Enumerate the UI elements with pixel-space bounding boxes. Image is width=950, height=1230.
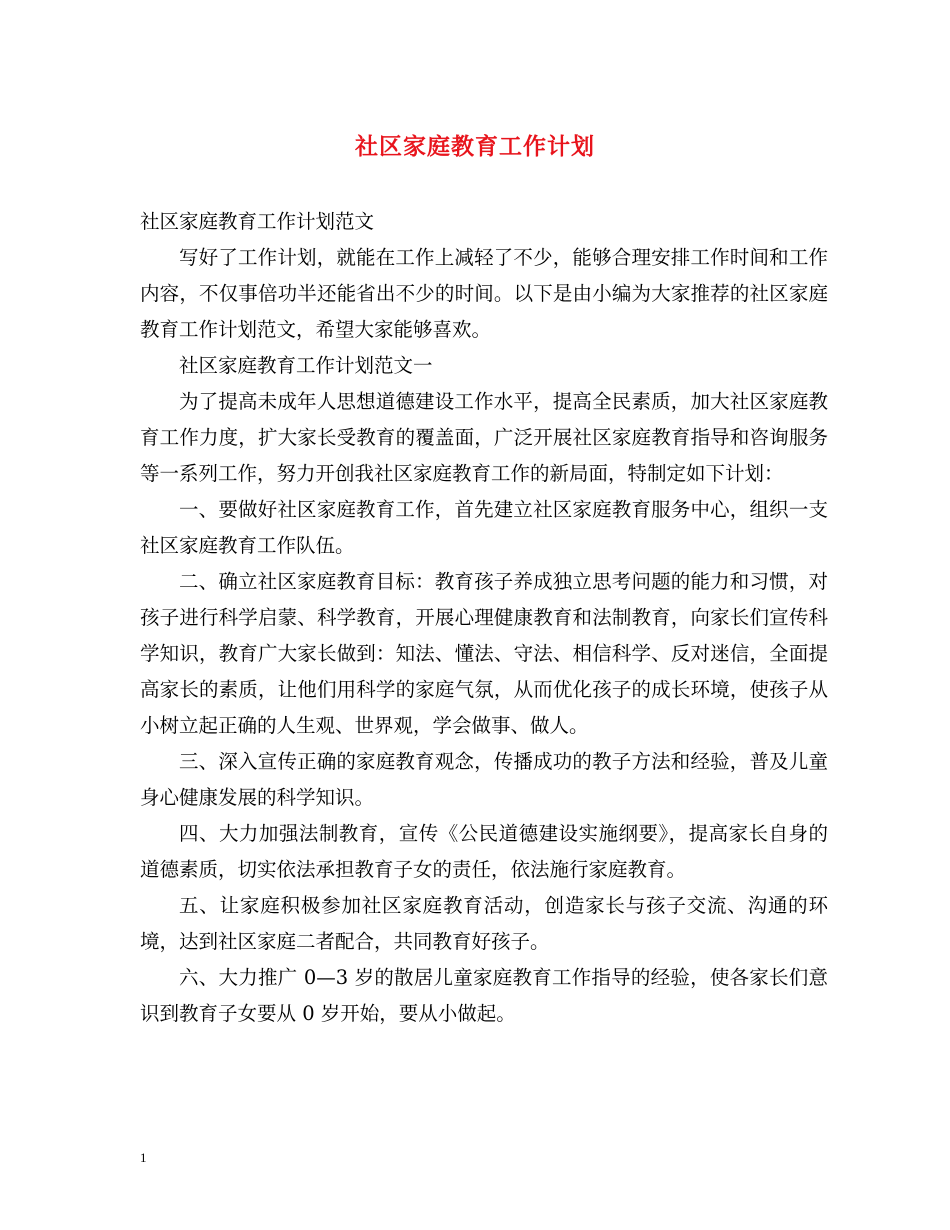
plan-item-6: 六、大力推广 0—3 岁的散居儿童家庭教育工作指导的经验，使各家长们意识到教育子女要从 0 岁开始，要从小做起。 [140, 966, 828, 1025]
plan-item-4: 四、大力加强法制教育，宣传《公民道德建设实施纲要》，提高家长自身的道德素质，切实依法承担教育子女的责任，依法施行家庭教育。 [140, 822, 828, 881]
subtitle-paragraph: 社区家庭教育工作计划范文 [140, 210, 375, 233]
section-heading: 社区家庭教育工作计划范文一 [179, 354, 433, 377]
body-paragraph: 为了提高未成年人思想道德建设工作水平，提高全民素质，加大社区家庭教育工作力度，扩大家长受教育的覆盖面，广泛开展社区家庭教育指导和咨询服务等一系列工作，努力开创我社区家庭教育工作的新局面，特制定如下计划： [140, 390, 828, 485]
plan-item-5: 五、让家庭积极参加社区家庭教育活动，创造家长与孩子交流、沟通的环境，达到社区家庭二者配合，共同教育好孩子。 [140, 894, 828, 953]
plan-item-1: 一、要做好社区家庭教育工作，首先建立社区家庭教育服务中心，组织一支社区家庭教育工作队伍。 [140, 498, 828, 557]
document-body [140, 204, 828, 1032]
page-number: 1 [140, 1150, 147, 1165]
plan-item-3: 三、深入宣传正确的家庭教育观念，传播成功的教子方法和经验，普及儿童身心健康发展的科学知识。 [140, 750, 828, 809]
plan-item-2: 二、确立社区家庭教育目标：教育孩子养成独立思考问题的能力和习惯，对孩子进行科学启蒙、科学教育，开展心理健康教育和法制教育，向家长们宣传科学知识，教育广大家长做到：知法、懂法、守法、相信科学、反对迷信，全面提高家长的素质，让他们用科学的家庭气氛，从而优化孩子的成长环境，使孩子从小树立起正确的人生观、世界观，学会做事、做人。 [140, 570, 828, 737]
document-title: 社区家庭教育工作计划 [355, 133, 595, 160]
intro-paragraph: 写好了工作计划，就能在工作上减轻了不少，能够合理安排工作时间和工作内容，不仅事倍功半还能省出不少的时间。以下是由小编为大家推荐的社区家庭教育工作计划范文，希望大家能够喜欢。 [140, 246, 828, 341]
